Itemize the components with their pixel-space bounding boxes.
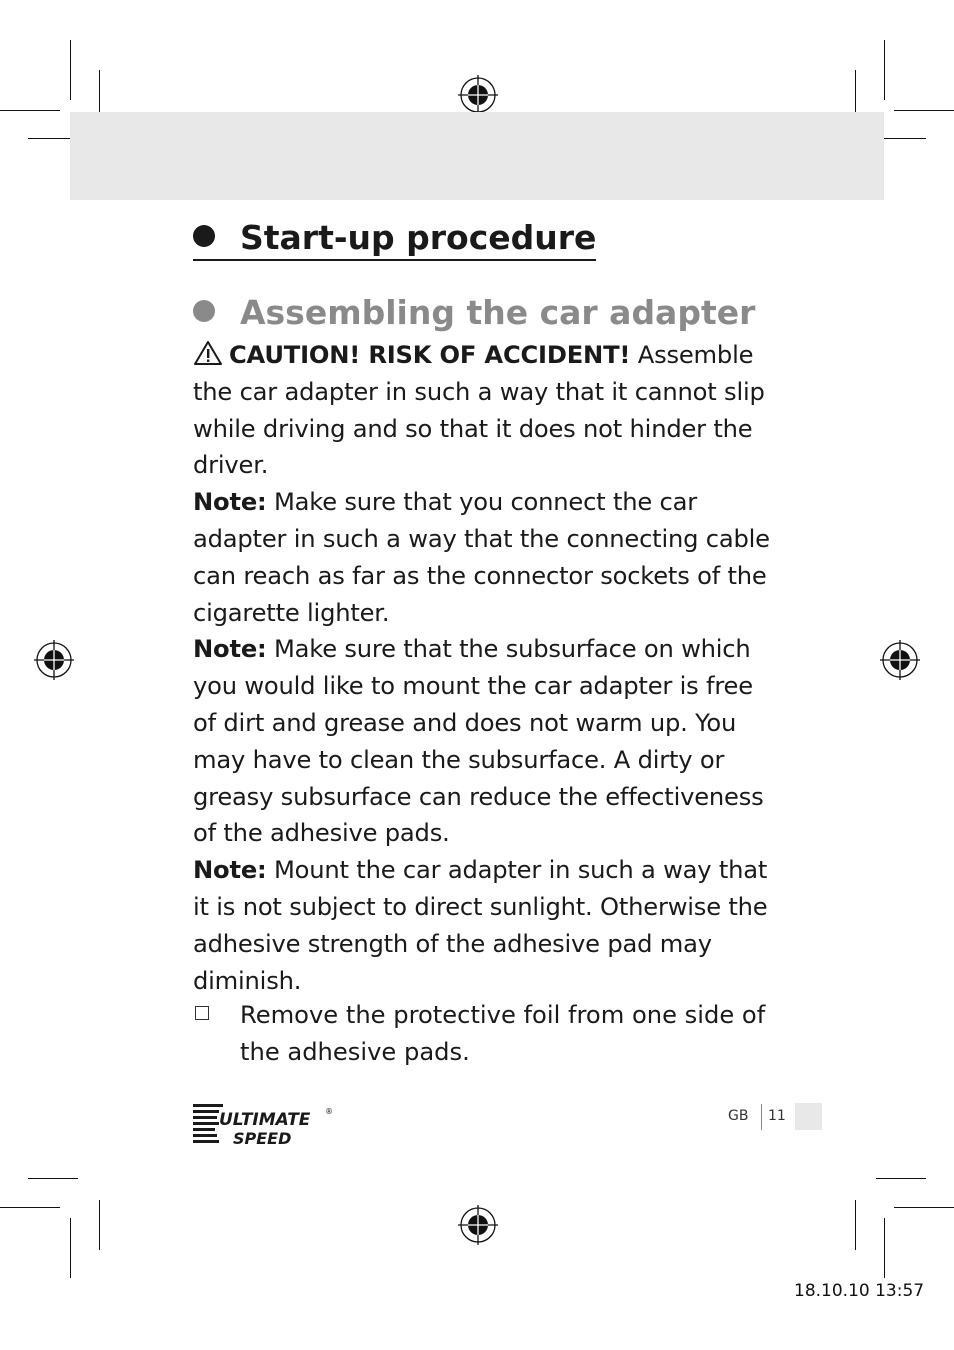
page-number: 11 xyxy=(768,1108,786,1124)
crop-mark xyxy=(99,1200,100,1250)
footer-tab xyxy=(795,1103,822,1130)
crop-mark xyxy=(70,1218,71,1278)
crop-mark xyxy=(70,40,71,100)
logo-line1: ULTIMATE xyxy=(219,1110,311,1130)
subsection-heading-text: Assembling the car adapter xyxy=(240,293,756,332)
crop-mark xyxy=(855,1200,856,1250)
step-item xyxy=(193,997,773,1071)
print-stamp: 18.10.10 13:57 xyxy=(794,1281,925,1301)
crop-mark xyxy=(894,1207,954,1208)
section-heading xyxy=(193,218,596,261)
note-text: Mount the car adapter in such a way that it is not subject to direct sunlight. Otherwise the adhesive strength of the adhesive pad may diminish. xyxy=(193,856,768,995)
caution-label: CAUTION! RISK OF ACCIDENT! xyxy=(229,341,631,369)
crop-mark xyxy=(884,40,885,100)
bullet-icon xyxy=(193,300,215,322)
crop-mark xyxy=(855,70,856,118)
registration-mark-icon xyxy=(458,75,498,115)
registered-mark: ® xyxy=(325,1107,333,1116)
registration-mark-icon xyxy=(34,640,74,680)
crop-mark xyxy=(99,70,100,118)
caution-paragraph xyxy=(193,337,773,484)
brand-logo xyxy=(193,1102,333,1148)
note-text: Make sure that you connect the car adapter in such a way that the connecting cable can reach as far as the connector sockets of the cigarette lighter. xyxy=(193,488,770,627)
crop-mark xyxy=(894,110,954,111)
bullet-icon xyxy=(193,225,215,247)
crop-mark xyxy=(0,110,60,111)
registration-mark-icon xyxy=(458,1205,498,1245)
note-label: Note: xyxy=(193,488,267,517)
crop-mark xyxy=(876,1178,926,1179)
note-paragraph xyxy=(193,631,773,852)
note-paragraph xyxy=(193,484,773,631)
header-band xyxy=(70,112,884,200)
step-text: Remove the protective foil from one side of the adhesive pads. xyxy=(240,1001,766,1066)
instructions-body xyxy=(193,337,773,999)
crop-mark xyxy=(28,1178,78,1179)
language-code: GB xyxy=(728,1108,749,1124)
note-paragraph xyxy=(193,852,773,999)
registration-mark-icon xyxy=(880,640,920,680)
section-heading-text: Start-up procedure xyxy=(240,218,597,257)
note-label: Note: xyxy=(193,856,267,885)
subsection-heading xyxy=(193,293,755,332)
footer-divider xyxy=(761,1104,762,1130)
crop-mark xyxy=(0,1207,60,1208)
note-label: Note: xyxy=(193,635,267,664)
checkbox-icon xyxy=(195,1006,209,1020)
caution-text: Assemble the car adapter in such a way that it cannot slip while driving and so that it does not hinder the driver. xyxy=(193,341,765,480)
warning-triangle-icon xyxy=(193,340,223,366)
note-text: Make sure that the subsurface on which you would like to mount the car adapter is free of dirt and grease and does not warm up. You may have to clean the subsurface. A dirty or greasy subsurface can reduce the effectiveness of the adhesive pads. xyxy=(193,635,764,848)
logo-line2: SPEED xyxy=(233,1129,292,1148)
crop-mark xyxy=(884,1218,885,1278)
